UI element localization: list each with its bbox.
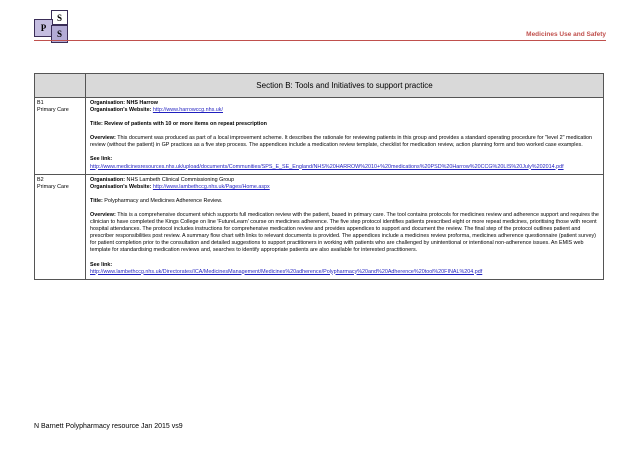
overview-label: Overview: (90, 135, 116, 142)
resources-table (34, 73, 604, 280)
logo-letter-s-top: S (51, 10, 68, 25)
title-label: Title: (90, 121, 103, 128)
header-divider (34, 40, 606, 41)
website-link[interactable]: http://www.lambethccg.nhs.uk/Pages/Home.aspx (152, 183, 270, 190)
see-link-label: See link: (90, 156, 113, 163)
row-id: B1 (37, 100, 44, 106)
logo-letter-p: P (34, 19, 53, 37)
header-empty-cell (35, 74, 86, 98)
overview-text: This document was produced as part of a local improvement scheme. It describes the rationale for reviewing patients in this group and provides a standard operating procedure for "level 2" medication review (without the patient) in GP practices as a five step process. The appendices include a medication review template, checklist for medication review, action planning form and two worked case examples. (90, 135, 593, 149)
row-id-cell (35, 174, 86, 279)
website-link[interactable]: http://www.harrowccg.nhs.uk/ (152, 107, 223, 114)
table-row (35, 174, 604, 279)
overview-text: This is a comprehensive document which supports full medication review with the patient, based in primary care. The tool contains protocols for medicines review and adherence support and requires the clinician to have completed the Kings College on line 'FutureLearn' course on medicines adherence. The five step protocol identifies patients prescribed eight or more repeat medicines, prioritising those with recent hospital attendances. The protocol includes instructions for comprehensive medication review and provides appendices to support and document the review. The final step of the protocol outlines patient and prescriber responsibilities post review. A summary flow chart with links to relevant documents is provided. The appendices include a medicines review proforma, medicines adherence questionnaire (patient survey) for patient completion prior to the consultation and detailed suggestions to support practitioners in working with patients who are challenged by unintentional or intentional non-adherence issues. An EMIS web template for standardising medication reviews and, searches to identify appropriate patients are also available for interested practitioners. (90, 211, 599, 254)
document-link[interactable]: http://www.medicinesresources.nhs.uk/upload/documents/Communities/SPS_E_SE_England/NHS%20HARROW%2010+%20medications%20PSD%20Harrow%20CCG%20LIS%20July%202014.pdf (90, 163, 564, 170)
row-id: B2 (37, 176, 44, 183)
see-link-label: See link: (90, 261, 113, 268)
row-category: Primary Care (37, 183, 69, 190)
title-label: Title: (90, 197, 103, 204)
title-value: Review of patients with 10 or more items on repeat prescription (104, 121, 267, 128)
row-id-cell (35, 98, 86, 175)
website-label: Organisation's Website: (90, 183, 152, 190)
row-content (86, 174, 604, 279)
logo-letter-s-bottom: S (51, 25, 68, 43)
org-label: Organisation: (90, 176, 126, 183)
row-content (86, 98, 604, 175)
row-category: Primary Care (37, 107, 69, 113)
table-row (35, 98, 604, 175)
table-header-row (35, 74, 604, 98)
org-value: NHS Lambeth Clinical Commissioning Group (126, 176, 235, 183)
overview-label: Overview: (90, 211, 116, 218)
document-link[interactable]: http://www.lambethccg.nhs.uk/Directorates/ICA/MedicinesManagement/Medicines%20adherence/Polypharmacy%20and%20Adherence%20tool%20FINAL%204.pdf (90, 268, 483, 275)
footer-text: N Barnett Polypharmacy resource Jan 2015 vs9 (34, 423, 183, 430)
org-value: NHS Harrow (126, 100, 158, 106)
section-title: Section B: Tools and Initiatives to support practice (86, 74, 604, 98)
header-title: Medicines Use and Safety (526, 31, 606, 38)
logo (34, 9, 74, 43)
title-value: Polypharmacy and Medicines Adherence Review. (104, 197, 223, 204)
website-label: Organisation's Website: (90, 107, 152, 114)
org-label: Organisation: (90, 100, 126, 106)
